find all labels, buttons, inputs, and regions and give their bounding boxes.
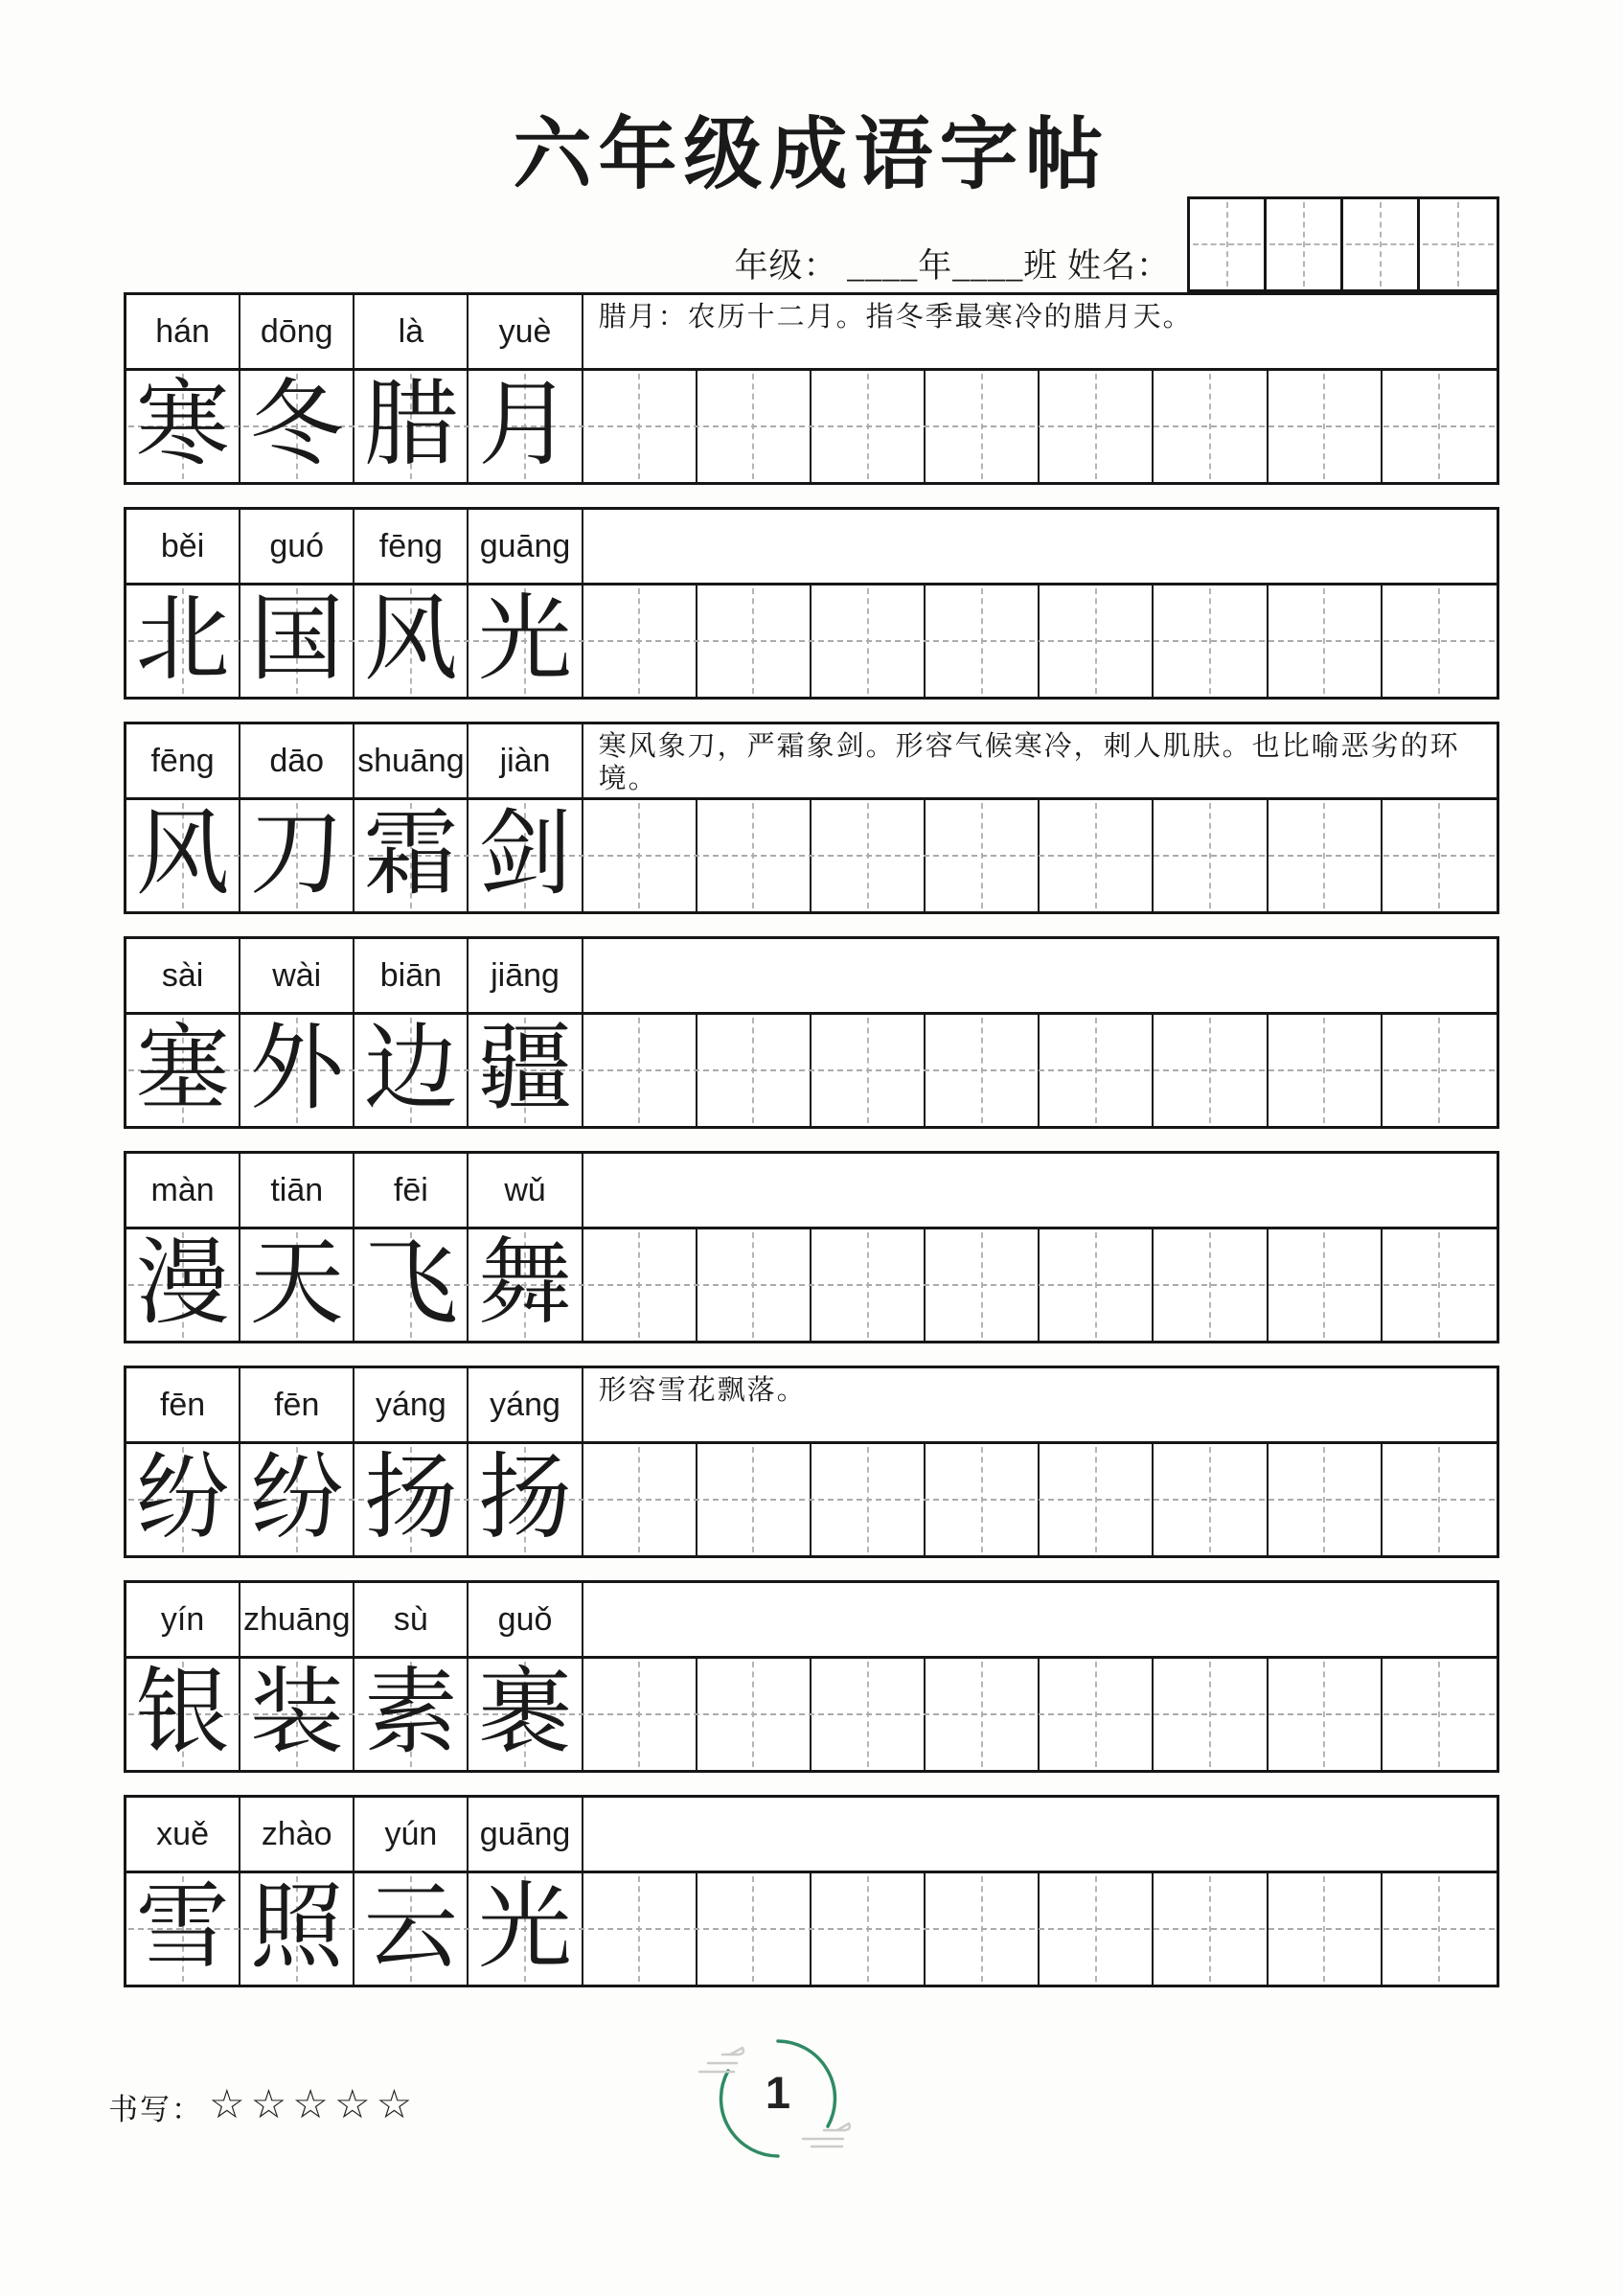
name-writing-grid	[1187, 196, 1499, 292]
pinyin-cell: tiān	[240, 1154, 354, 1227]
idiom-character: 舞	[478, 1232, 573, 1336]
pinyin-cell: sài	[126, 939, 240, 1012]
idiom-character: 纷	[135, 1447, 230, 1550]
name-grid-cell	[1343, 199, 1420, 289]
idiom-block-6	[124, 1366, 1499, 1558]
character-cell	[126, 1015, 240, 1126]
character-cell	[240, 1229, 354, 1341]
definition-text: 形容雪花飘落。	[598, 1375, 807, 1406]
idiom-character: 扬	[363, 1447, 458, 1550]
pinyin-row	[126, 1798, 1497, 1873]
pinyin-cell: là	[354, 295, 469, 368]
pinyin-cell: shuāng	[354, 724, 469, 797]
pinyin-cell: sù	[354, 1583, 469, 1656]
character-cell	[469, 1873, 583, 1985]
character-cell	[126, 800, 240, 911]
character-cell	[126, 371, 240, 482]
character-cell	[469, 585, 583, 697]
idiom-character: 国	[249, 588, 344, 692]
character-row	[126, 1015, 1497, 1126]
idiom-character: 腊	[363, 374, 458, 477]
character-cell	[354, 585, 469, 697]
horizontal-guide-line	[1423, 243, 1494, 245]
idiom-character: 裹	[478, 1662, 573, 1765]
name-grid-cell	[1190, 199, 1267, 289]
idiom-character: 光	[478, 1876, 573, 1980]
character-cell	[354, 1444, 469, 1555]
idiom-character: 云	[363, 1876, 458, 1980]
character-row	[126, 585, 1497, 697]
pinyin-cell: fēn	[126, 1368, 240, 1441]
pinyin-cell: wǔ	[469, 1154, 583, 1227]
pinyin-cell: fēi	[354, 1154, 469, 1227]
idiom-character: 刀	[249, 803, 344, 907]
idiom-block-7	[124, 1580, 1499, 1773]
idiom-block-2	[124, 507, 1499, 700]
character-cell	[354, 800, 469, 911]
idiom-block-4	[124, 936, 1499, 1129]
idiom-character: 疆	[478, 1018, 573, 1121]
writing-label: 书写：	[108, 2093, 203, 2126]
character-cell	[126, 1873, 240, 1985]
pinyin-cell: yáng	[469, 1368, 583, 1441]
student-info-line	[734, 240, 1171, 287]
character-cell	[469, 1015, 583, 1126]
pinyin-cell: màn	[126, 1154, 240, 1227]
pinyin-cell: xuě	[126, 1798, 240, 1871]
pinyin-cell: dāo	[240, 724, 354, 797]
character-cell	[240, 800, 354, 911]
character-cell	[240, 371, 354, 482]
horizontal-guide-line	[1346, 243, 1414, 245]
idiom-character: 冬	[249, 374, 344, 477]
pinyin-cell: guó	[240, 510, 354, 583]
character-cell	[126, 1229, 240, 1341]
character-cell	[354, 1659, 469, 1770]
idiom-character: 银	[135, 1662, 230, 1765]
idiom-character: 素	[363, 1662, 458, 1765]
pinyin-cell: jiāng	[469, 939, 583, 1012]
pinyin-cell: fēn	[240, 1368, 354, 1441]
idiom-character: 扬	[478, 1447, 573, 1550]
idiom-character: 天	[249, 1232, 344, 1336]
pinyin-cell: fēng	[126, 724, 240, 797]
character-cell	[240, 1659, 354, 1770]
definition-text: 腊月：农历十二月。指冬季最寒冷的腊月天。	[598, 302, 1193, 333]
pinyin-row	[126, 1583, 1497, 1659]
idiom-block-3	[124, 722, 1499, 914]
pinyin-cell: yáng	[354, 1368, 469, 1441]
character-cell	[354, 1229, 469, 1341]
idiom-character: 寒	[135, 374, 230, 477]
pinyin-row	[126, 724, 1497, 800]
pinyin-cell: guāng	[469, 1798, 583, 1871]
idiom-character: 边	[363, 1018, 458, 1121]
character-row	[126, 1659, 1497, 1770]
definition-text: 寒风象刀，严霜象剑。形容气候寒冷，刺人肌肤。也比喻恶劣的环境。	[598, 731, 1460, 794]
pinyin-cell: guǒ	[469, 1583, 583, 1656]
idiom-character: 风	[135, 803, 230, 907]
pinyin-cell: fēng	[354, 510, 469, 583]
horizontal-guide-line	[1269, 243, 1337, 245]
definition-text	[583, 510, 1497, 583]
idiom-character: 月	[478, 374, 573, 477]
character-cell	[126, 585, 240, 697]
character-cell	[240, 585, 354, 697]
character-cell	[469, 800, 583, 911]
character-cell	[354, 1873, 469, 1985]
idiom-character: 外	[249, 1018, 344, 1121]
pinyin-cell: dōng	[240, 295, 354, 368]
idiom-character: 风	[363, 588, 458, 692]
definition-text	[583, 939, 1497, 1012]
idiom-character: 霜	[363, 803, 458, 907]
character-cell	[240, 1444, 354, 1555]
name-grid-cell	[1420, 199, 1497, 289]
horizontal-guide-line	[1193, 243, 1261, 245]
pinyin-cell: běi	[126, 510, 240, 583]
pinyin-cell: hán	[126, 295, 240, 368]
pinyin-cell: biān	[354, 939, 469, 1012]
idiom-block-1	[124, 292, 1499, 485]
idiom-block-8	[124, 1795, 1499, 1987]
definition-text	[583, 1798, 1497, 1871]
pinyin-cell: guāng	[469, 510, 583, 583]
idiom-character: 漫	[135, 1232, 230, 1336]
idiom-character: 飞	[363, 1232, 458, 1336]
idiom-character: 光	[478, 588, 573, 692]
pinyin-cell: yún	[354, 1798, 469, 1871]
pinyin-cell: zhuāng	[240, 1583, 354, 1656]
character-row	[126, 800, 1497, 911]
name-grid-cell	[1267, 199, 1343, 289]
page-number: 1	[765, 2067, 791, 2118]
grade-class-name-label: 年级： ____年____班 姓名：	[734, 247, 1171, 285]
idiom-character: 塞	[135, 1018, 230, 1121]
writing-rating	[108, 2080, 419, 2128]
idiom-character: 纷	[249, 1447, 344, 1550]
idiom-block-5	[124, 1151, 1499, 1343]
pinyin-cell: jiàn	[469, 724, 583, 797]
idiom-character: 照	[249, 1876, 344, 1980]
pinyin-cell: wài	[240, 939, 354, 1012]
pinyin-row	[126, 510, 1497, 585]
pinyin-cell: yín	[126, 1583, 240, 1656]
character-cell	[469, 371, 583, 482]
pinyin-row	[126, 939, 1497, 1015]
rating-stars: ☆☆☆☆☆	[209, 2080, 419, 2127]
character-cell	[240, 1873, 354, 1985]
idiom-character: 雪	[135, 1876, 230, 1980]
character-cell	[240, 1015, 354, 1126]
pinyin-cell: yuè	[469, 295, 583, 368]
pinyin-row	[126, 1154, 1497, 1229]
idiom-blocks	[124, 292, 1499, 2009]
character-row	[126, 1873, 1497, 1985]
idiom-character: 剑	[478, 803, 573, 907]
character-cell	[354, 371, 469, 482]
page-title: 六年级成语字帖	[513, 111, 1110, 198]
character-cell	[469, 1229, 583, 1341]
character-row	[126, 371, 1497, 482]
idiom-character: 装	[249, 1662, 344, 1765]
definition-text	[583, 1154, 1497, 1227]
pinyin-row	[126, 1368, 1497, 1444]
character-cell	[469, 1659, 583, 1770]
pinyin-row	[126, 295, 1497, 371]
character-cell	[469, 1444, 583, 1555]
character-row	[126, 1444, 1497, 1555]
character-cell	[126, 1659, 240, 1770]
character-row	[126, 1229, 1497, 1341]
character-cell	[126, 1444, 240, 1555]
idiom-character: 北	[135, 588, 230, 692]
definition-text	[583, 1583, 1497, 1656]
character-cell	[354, 1015, 469, 1126]
pinyin-cell: zhào	[240, 1798, 354, 1871]
